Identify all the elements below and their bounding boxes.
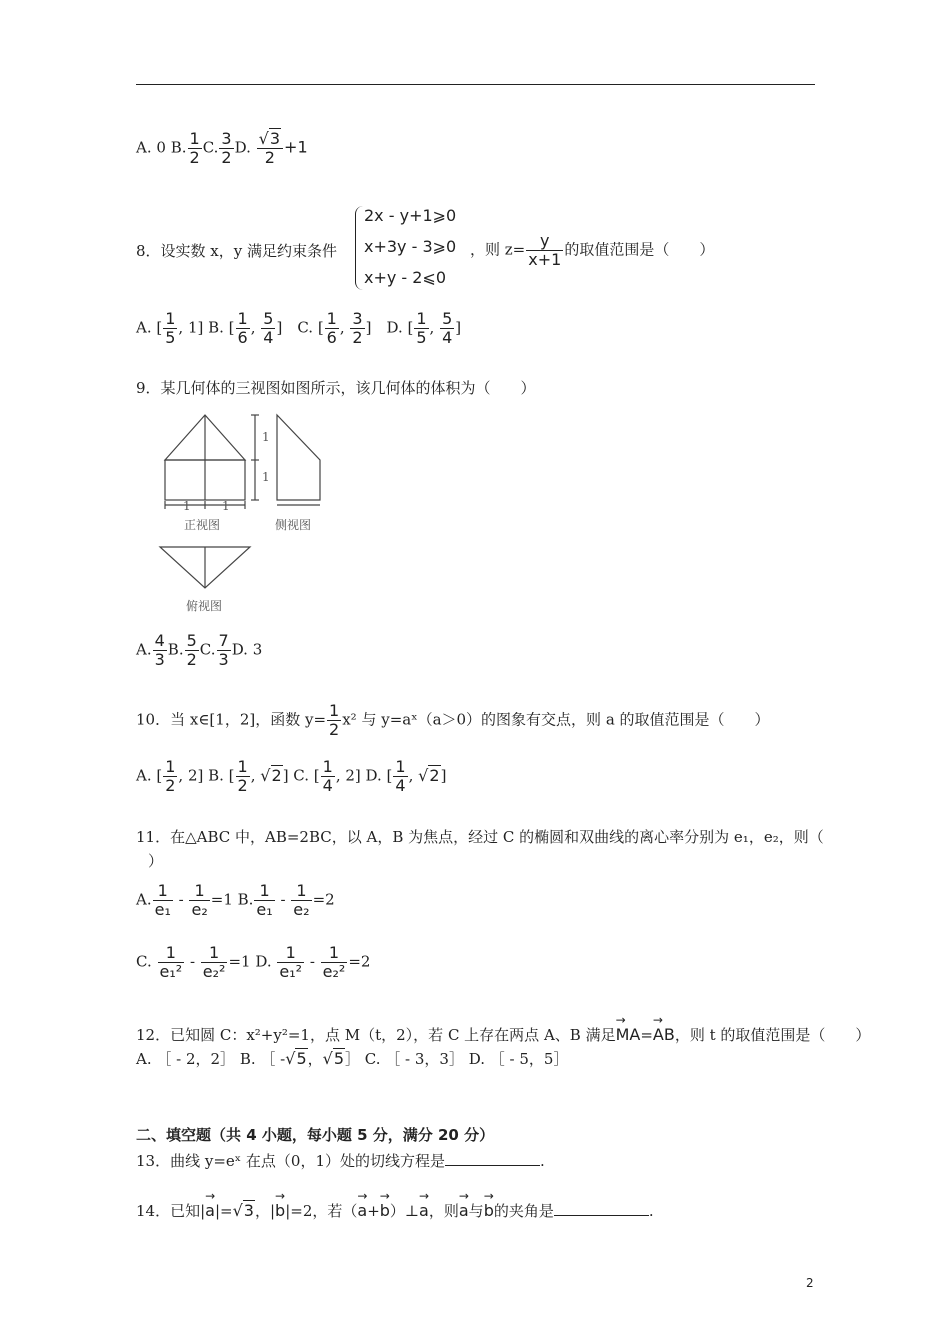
side-view-label: 侧视图 xyxy=(275,518,312,532)
q11-options-cd: C. $\frac{1}{\text{e₁²}}$ - $\frac{1}{\text{e₂²}}$ =1 D. $\frac{1}{\text{e₁²}}$ - $\frac{1}{\text{e₂²}}$ =2 xyxy=(136,943,371,981)
q8-brace xyxy=(355,206,364,290)
top-view-label: 俯视图 xyxy=(186,599,223,613)
q12-stem: 12．已知圆 C：x²+y²=1，点 M（t，2），若 C 上存在两点 A、B 满足→ MA=→ AB，则 t 的取值范围是（ ） xyxy=(136,1024,870,1045)
q11-stem-line2: ） xyxy=(148,852,164,870)
q10-stem: 10．当 x∈[1，2]，函数 y= $\frac{1}{2}$ x² 与 y=aˣ（a＞0）的图象有交点，则 a 的取值范围是（ ） xyxy=(136,701,770,739)
front-view-dim: 1 xyxy=(183,499,191,513)
q11-options-ab: A. $\frac{1}{\text{e₁}}$ - $\frac{1}{\text{e₂}}$ =1 B. $\frac{1}{\text{e₁}}$ - $\frac{1}{\text{e₂}}$ =2 xyxy=(136,881,335,919)
header-rule xyxy=(136,84,815,85)
q14-answer-blank[interactable] xyxy=(554,1201,649,1216)
q8-constraint-2: x+3y - 3⩾0 xyxy=(364,237,457,256)
q7-frac-c: $\frac{3}{2}$ xyxy=(221,129,232,167)
q8-options: A. [ $\frac{1}{5}$ , 1] B. [ $\frac{1}{6}$ , $\frac{5}{4}$ ] C. [ $\frac{1}{6}$ , $\frac{3}{2}$ ] D. [ $\frac{1}{5}$ , $\frac{5}{4}$ ] xyxy=(136,309,462,347)
q8-constraint-3: x+y - 2⩽0 xyxy=(364,268,447,287)
q9-options: A. $\frac{4}{3}$ B. $\frac{5}{2}$ C. $\frac{7}{3}$ D. 3 xyxy=(136,631,263,669)
q8-constraint-1: 2x - y+1⩾0 xyxy=(364,206,457,225)
three-view-figure xyxy=(130,405,350,620)
front-view-label: 正视图 xyxy=(184,518,221,532)
q7-frac-b: $\frac{1}{2}$ xyxy=(189,129,200,167)
q13-stem: 13．曲线 y=eˣ 在点（0，1）处的切线方程是 . xyxy=(136,1152,545,1170)
q8-z-frac: $\frac{y}{x+1}$ xyxy=(528,231,562,269)
q11-stem-line1: 11．在△ABC 中，AB=2BC，以 A，B 为焦点，经过 C 的椭圆和双曲线的离心率分别为 e₁，e₂，则（ xyxy=(136,828,824,846)
q12-options: A. ［ - 2，2］ B. ［ -√5，√5］ C. ［ - 3，3］ D. ［ - 5，5］ xyxy=(136,1049,569,1068)
page-number: 2 xyxy=(806,1276,814,1290)
side-view-shape xyxy=(277,415,320,500)
q8-stem-tail: ，则 z= $\frac{y}{x+1}$ 的取值范围是（ ） xyxy=(470,231,715,269)
q8-stem: 8．设实数 x，y 满足约束条件 xyxy=(136,242,338,260)
q10-options: A. [ $\frac{1}{2}$ , 2] B. [ $\frac{1}{2}$ , √2] C. [ $\frac{1}{4}$ , 2] D. [ $\frac{1}{4}$ , √2] xyxy=(136,757,447,795)
vertical-dim-2: 1 xyxy=(262,470,270,484)
q7-options: A. 0 B. $\frac{1}{2}$ C. $\frac{3}{2}$ D. $\frac{√3}{2}$ +1 xyxy=(136,129,308,167)
q13-answer-blank[interactable] xyxy=(445,1151,540,1166)
q7-frac-d: $\frac{√3}{2}$ xyxy=(257,130,283,167)
q14-stem: 14．已知|→ a|=√3，|→ b|=2，若（→ a+→ b）⊥→ a，则→ a与→ b的夹角是 . xyxy=(136,1200,654,1221)
section-heading: 二、填空题（共 4 小题，每小题 5 分，满分 20 分） xyxy=(136,1126,495,1144)
vertical-dim-1: 1 xyxy=(262,430,270,444)
front-view-dim-2: 1 xyxy=(222,499,230,513)
q9-stem: 9．某几何体的三视图如图所示，该几何体的体积为（ ） xyxy=(136,379,536,397)
